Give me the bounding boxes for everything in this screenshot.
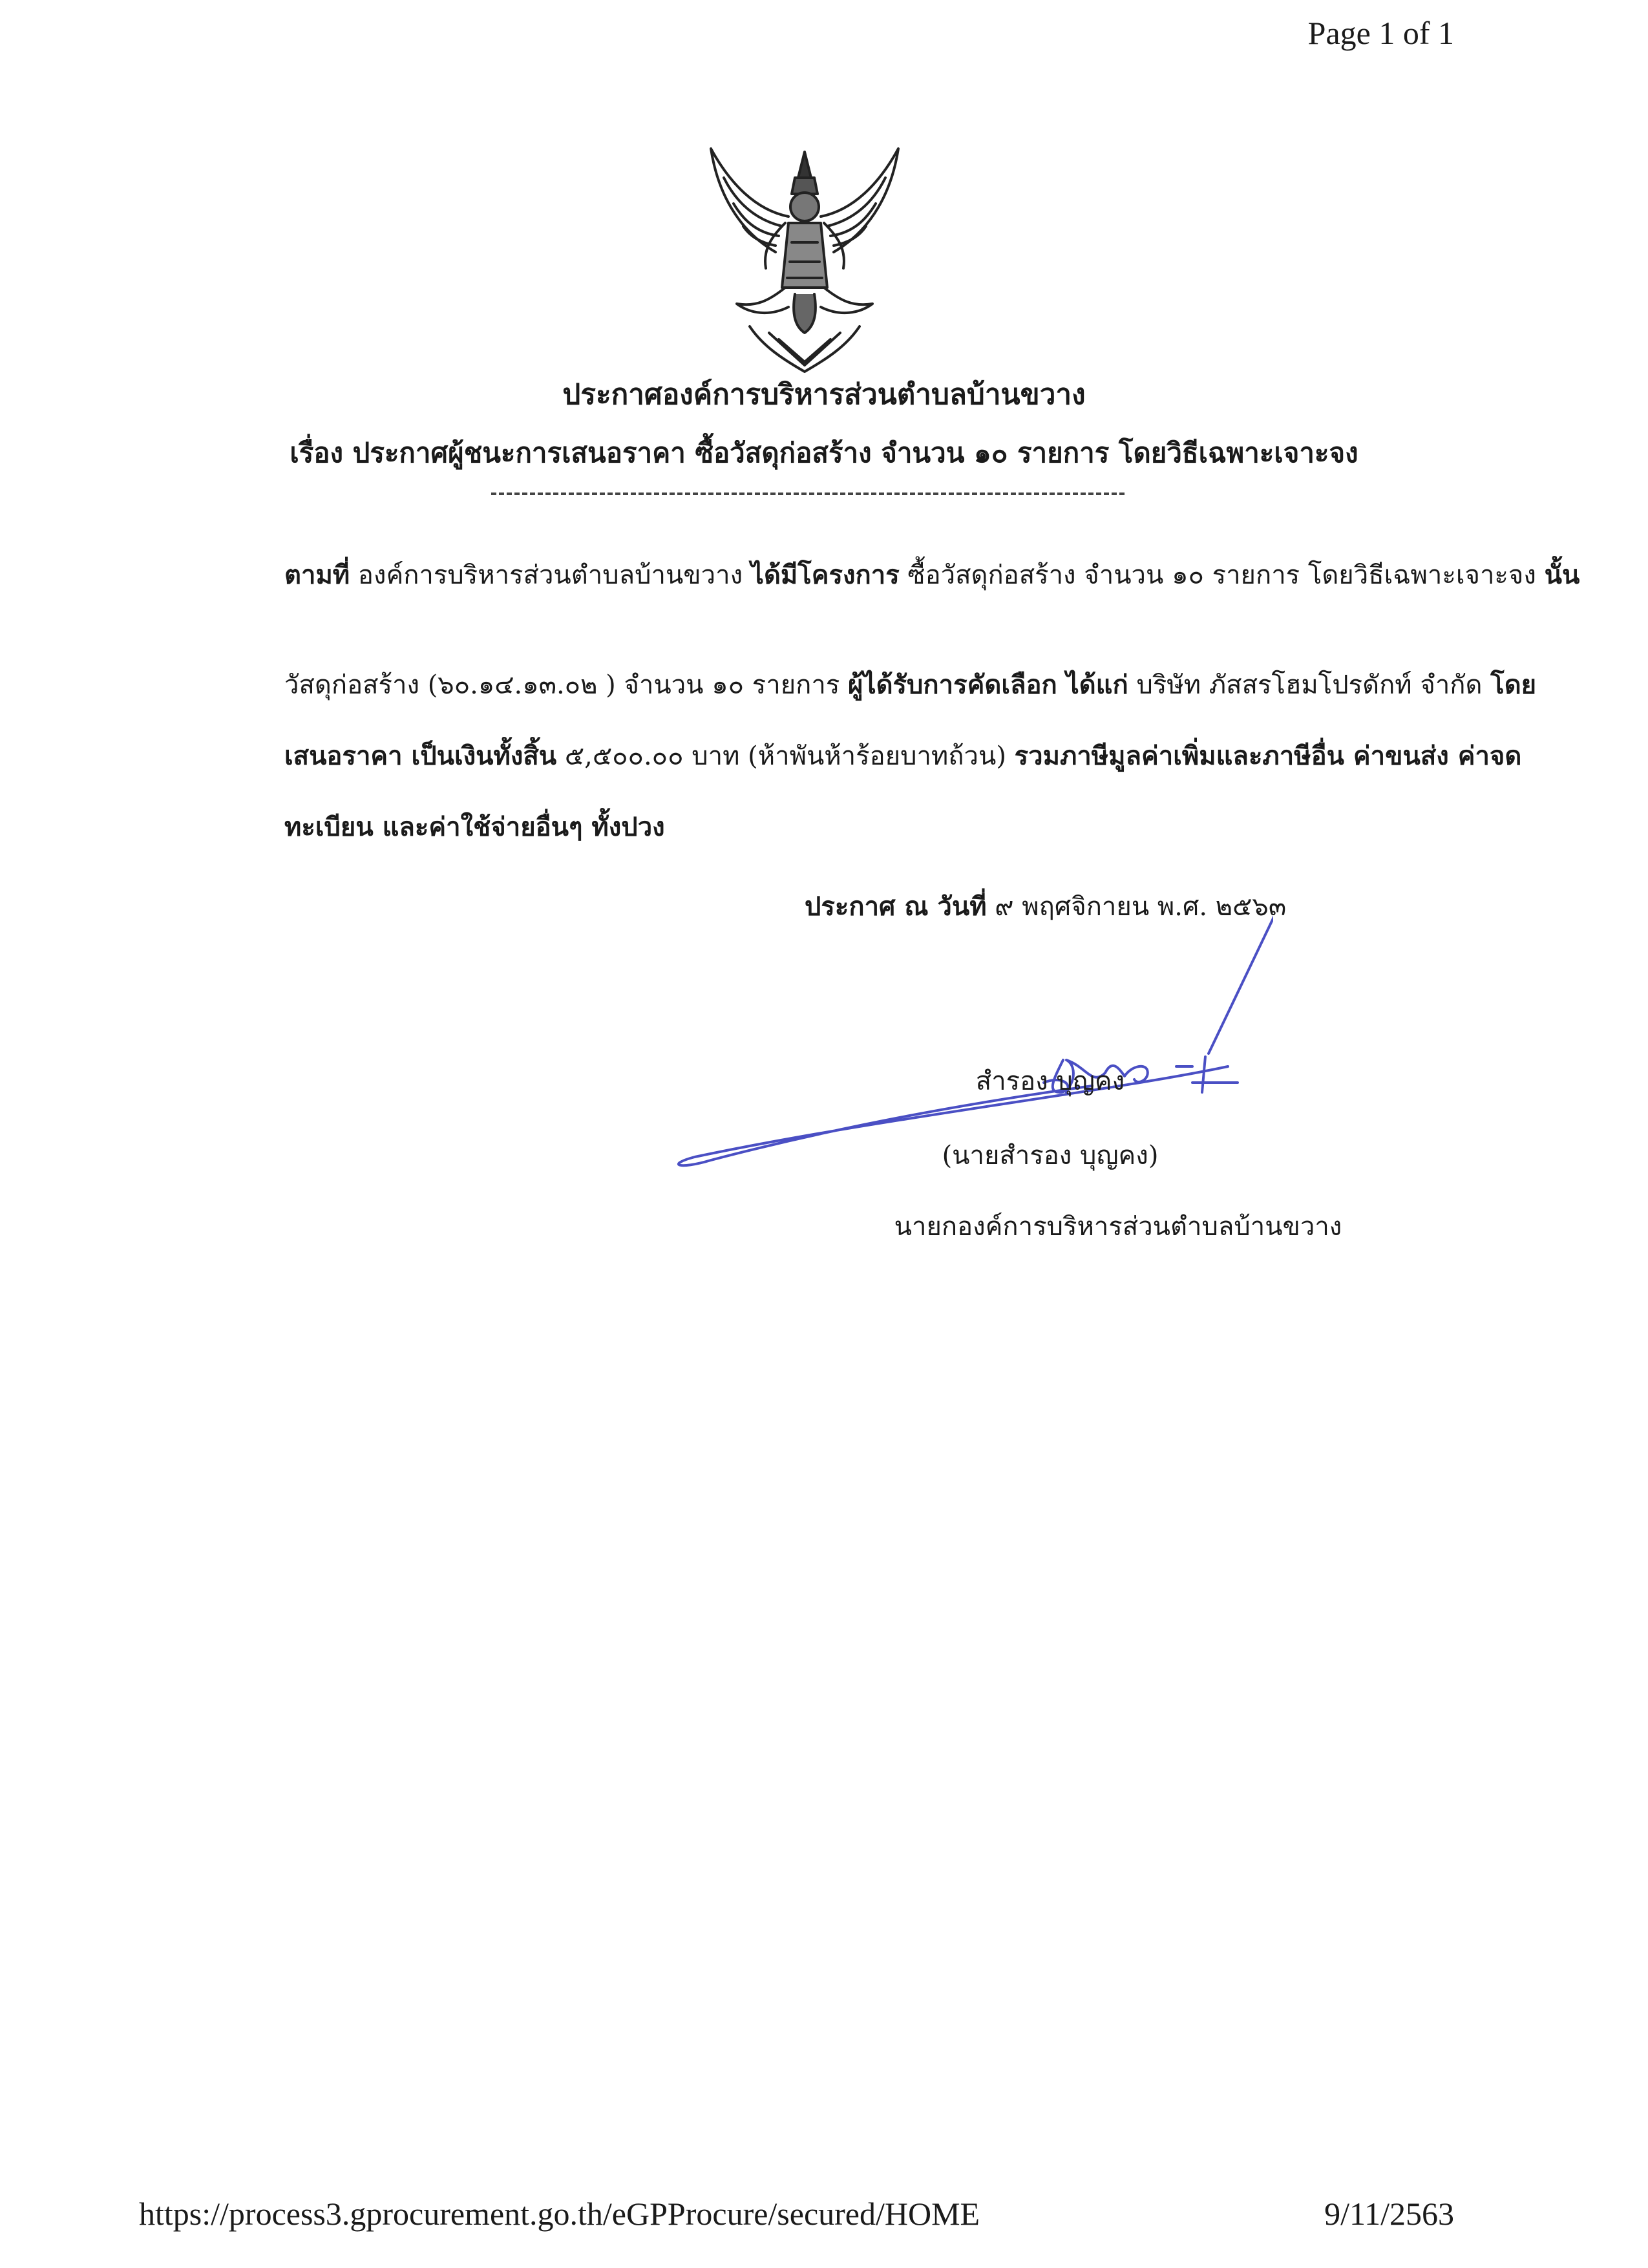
text-price: ๕,๕๐๐.๐๐ บาท (ห้าพันห้าร้อยบาทถ้วน) [556, 741, 1015, 771]
text-price-label: โดยเสนอราคา เป็นเงินทั้งสิ้น [284, 670, 1537, 771]
paragraph-project [155, 540, 1583, 611]
divider [491, 493, 1125, 495]
text-winner-label: ผู้ได้รับการคัดเลือก ได้แก่ [848, 670, 1128, 700]
garuda-emblem-icon [698, 139, 911, 378]
text-item: วัสดุก่อสร้าง (๖๐.๑๔.๑๓.๐๒ ) จำนวน ๑๐ รายการ [284, 670, 849, 700]
date-value: ๙ พฤศจิกายน พ.ศ. ๒๕๖๓ [986, 892, 1287, 922]
text-tax-note: รวมภาษีมูลค่าเพิ่มและภาษีอื่น ค่าขนส่ง ค่าจดทะเบียน และค่าใช้จ่ายอื่นๆ ทั้งปวง [284, 741, 1522, 842]
text-agency: องค์การบริหารส่วนตำบลบ้านขวาง [350, 560, 751, 590]
announcement-subject: เรื่อง ประกาศผู้ชนะการเสนอราคา ซื้อวัสดุก่อสร้าง จำนวน ๑๐ รายการ โดยวิธีเฉพาะเจาะจง [290, 437, 1358, 469]
footer-print-date: 9/11/2563 [1324, 2196, 1454, 2232]
page-number: Page 1 of 1 [1307, 15, 1454, 51]
announcement-title: ประกาศองค์การบริหารส่วนตำบลบ้านขวาง [562, 378, 1086, 411]
text-project: ซื้อวัสดุก่อสร้าง จำนวน ๑๐ รายการ โดยวิธีเฉพาะเจาะจง [899, 560, 1545, 590]
text-company: บริษัท ภัสสรโฮมโปรดักท์ จำกัด [1128, 670, 1491, 700]
signer-name: สำรอง บุญคง [975, 1066, 1125, 1096]
text-project-label: ได้มีโครงการ [750, 560, 900, 590]
signer-position: นายกองค์การบริหารส่วนตำบลบ้านขวาง [894, 1212, 1342, 1242]
text-lead: ตามที่ [284, 560, 350, 590]
footer-url: https://process3.gprocurement.go.th/eGPProcure/secured/HOME [139, 2196, 980, 2232]
text-end: นั้น [1544, 560, 1580, 590]
paragraph-winner [155, 650, 1583, 863]
date-label: ประกาศ ณ วันที่ [805, 891, 987, 922]
signer-full-name: (นายสำรอง บุญคง) [942, 1141, 1159, 1171]
